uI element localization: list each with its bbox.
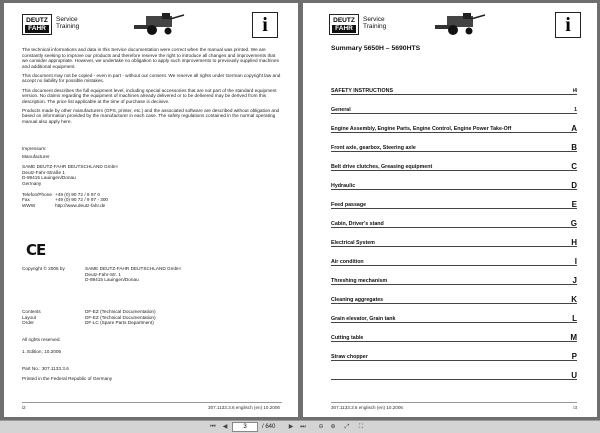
toc-row[interactable]	[331, 122, 577, 133]
footer-divider	[331, 402, 577, 403]
toc-label: Electrical System	[331, 240, 375, 246]
toc-row[interactable]	[331, 160, 577, 171]
service-line-1: Service	[363, 16, 385, 23]
toc-underline	[331, 208, 577, 209]
toc-row[interactable]	[331, 84, 577, 95]
left-page	[4, 3, 298, 417]
company-name: SAME DEUTZ-FAHR DEUTSCHLAND GmbH	[22, 164, 118, 170]
toc-row[interactable]	[331, 255, 577, 266]
toc-label: Threshing mechanism	[331, 278, 388, 284]
disclaimer-paragraph: The technical informations and data in this Service documentation were correct when the manual was printed. We are constantly seeking to improve our products and therefore reserve the right to introduce all changes and improvements that we consider appropriate. However, we undertake no obligation to apply such improvements to previously supplied machines and additional equipment.	[22, 47, 279, 69]
toc-underline	[331, 94, 577, 95]
logo-line-1: DEUTZ	[333, 17, 355, 24]
company-street: Deutz-Fahr-Straße 1	[22, 169, 65, 175]
toc-section-letter: D	[571, 181, 577, 190]
logo-line-2: FAHR	[25, 25, 49, 33]
toc-label: Cutting table	[331, 335, 364, 341]
last-page-icon[interactable]: ⏭	[300, 424, 306, 430]
toc-section-letter: U	[571, 371, 577, 380]
toc-row[interactable]	[331, 103, 577, 114]
toc-label: SAFETY INSTRUCTIONS	[331, 88, 393, 94]
info-box: i	[252, 12, 278, 38]
copyright-block	[22, 266, 282, 283]
ce-mark: CE	[26, 241, 46, 259]
company-country: Germany	[22, 180, 42, 186]
toc-underline	[331, 322, 577, 323]
toc-row[interactable]	[331, 236, 577, 247]
credit-row: Contents DF-EZ (Technical Documentation)	[22, 309, 156, 314]
viewer-toolbar	[0, 420, 600, 433]
logo-line-2: FAHR	[332, 25, 356, 33]
toc-section-letter: L	[572, 314, 577, 323]
printed-in: Printed in the Federal Republic of Germany	[22, 375, 113, 381]
toc-underline	[331, 303, 577, 304]
toc-section-letter: C	[571, 162, 577, 171]
combine-harvester-icon	[132, 11, 186, 37]
copyright-label: Copyright © 2006 by	[22, 266, 65, 271]
toc-row[interactable]	[331, 331, 577, 342]
fit-page-icon[interactable]: ⤢	[344, 424, 350, 430]
toc-label: Air condition	[331, 259, 364, 265]
toc-underline	[331, 284, 577, 285]
toc-section-letter: i4	[572, 88, 577, 94]
toc-row[interactable]	[331, 198, 577, 209]
toc-label: General	[331, 107, 351, 113]
toc-section-letter: K	[571, 295, 577, 304]
toc-section-letter: G	[570, 219, 577, 228]
deutz-fahr-logo	[329, 14, 359, 35]
toc-underline	[331, 246, 577, 247]
credits-block	[22, 309, 282, 326]
info-box: i	[555, 12, 581, 38]
toc-row[interactable]	[331, 369, 577, 380]
footer-doc-id: 307.1133.3.6 englisch (en) 10.2006	[331, 405, 403, 410]
service-training-label	[363, 16, 386, 30]
service-training-label	[56, 16, 79, 30]
toc-label: Engine Assembly, Engine Parts, Engine Control, Engine Power Take-Off	[331, 126, 512, 132]
impressum-heading: Impressum:	[22, 146, 47, 151]
toc-underline	[331, 227, 577, 228]
toc-label: Cabin, Driver's stand	[331, 221, 384, 227]
toc-section-letter: P	[571, 352, 577, 361]
credit-row: Layout DF-EZ (Technical Documentation)	[22, 314, 156, 320]
service-line-2: Training	[56, 23, 80, 30]
service-line-1: Service	[56, 16, 78, 23]
disclaimer-paragraph: This document describes the full equipment level, including special accessories that are not part of the standard equipment version. No claims regarding the equipment of machines already delivered or to be delivered may be derived from this description. The price list applicable at the time of purchase is decisive.	[22, 87, 277, 104]
toc-section-letter: 1	[574, 107, 577, 113]
logo-line-1: DEUTZ	[26, 17, 48, 24]
page-number-input[interactable]: 3	[232, 422, 258, 432]
summary-title: Summary 5650H – 5690HTS	[331, 45, 421, 52]
toc-label: Cleaning aggregates	[331, 297, 384, 303]
toc-label: Belt drive clutches, Greasing equipment	[331, 164, 433, 170]
footer-page-number: i3	[573, 405, 577, 410]
footer-page-number: i2	[22, 405, 26, 410]
toc-underline	[331, 132, 577, 133]
copyright-company: SAME DEUTZ-FAHR DEUTSCHLAND GmbH	[85, 266, 181, 271]
previous-page-icon[interactable]: ◀	[222, 424, 228, 430]
toc-section-letter: A	[571, 124, 577, 133]
company-city: D-89415 Lauingen/Donau	[22, 175, 76, 181]
toc-row[interactable]	[331, 274, 577, 285]
toc-section-letter: H	[571, 238, 577, 247]
copyright-city: D-89415 Lauingen/Donau	[85, 277, 139, 283]
part-number: Part No.: 307.1133.3.6	[22, 366, 69, 372]
toc-row[interactable]	[331, 350, 577, 361]
contact-row: Fax +49 (0) 90 72 / 9 97 - 300	[22, 197, 109, 203]
toc-label: Straw chopper	[331, 354, 368, 360]
contact-row: Telefon/Phone +49 (0) 90 72 / 9 97 0	[22, 191, 100, 197]
copyright-street: Deutz-Fahr-Str. 1	[85, 271, 121, 277]
toc-underline	[331, 151, 577, 152]
toc-underline	[331, 360, 577, 361]
toc-section-letter: M	[570, 333, 577, 342]
next-page-icon[interactable]: ▶	[288, 424, 294, 430]
toc-underline	[331, 341, 577, 342]
footer-divider	[22, 402, 282, 403]
toc-underline	[331, 265, 577, 266]
combine-harvester-icon	[433, 11, 487, 37]
edition-text: 1. Edition, 10.2006	[22, 348, 62, 354]
toc-label: Grain elevator, Grain tank	[331, 316, 396, 322]
first-page-icon[interactable]: ⏮	[210, 424, 216, 430]
credit-row: Order DF-LC (Spare Parts Department)	[22, 320, 154, 326]
toc-label: Front axle, gearbox, Steering axle	[331, 145, 416, 151]
service-line-2: Training	[363, 23, 387, 30]
impressum-block	[22, 146, 282, 208]
toc-underline	[331, 170, 577, 171]
zoom-out-icon[interactable]: ⊖	[318, 424, 324, 430]
zoom-in-icon[interactable]: ⊕	[330, 424, 336, 430]
disclaimer-paragraph: Products made by other manufacturers (GPS, printer, etc.) and the associated software are described without obligation and based on information provided by the manufacturer in each case. The safety regulations contained in the normal operating manual also apply here.	[22, 107, 280, 125]
rights-block	[22, 337, 282, 381]
toc-underline	[331, 189, 577, 190]
footer-doc-id: 307.1133.3.6 englisch (en) 10.2006	[208, 405, 280, 410]
disclaimer-text	[22, 47, 282, 128]
toc-row[interactable]	[331, 179, 577, 190]
manufacturer-label: Manufacturer	[22, 153, 50, 159]
right-page	[303, 3, 597, 417]
toc-section-letter: I	[574, 257, 577, 266]
fullscreen-icon[interactable]: ⛶	[358, 424, 364, 430]
toc-section-letter: J	[572, 276, 577, 285]
toc-row[interactable]	[331, 312, 577, 323]
toc-underline	[331, 113, 577, 114]
contact-row[interactable]: WWW http://www.deutz-fahr.de	[22, 202, 106, 208]
deutz-fahr-logo	[22, 14, 52, 35]
toc-row[interactable]	[331, 141, 577, 152]
toc-label: Hydraulic	[331, 183, 356, 189]
page-count: / 640	[262, 424, 276, 430]
toc-row[interactable]	[331, 217, 577, 228]
toc-label: Feed passage	[331, 202, 367, 208]
toc-row[interactable]	[331, 293, 577, 304]
toc-section-letter: B	[571, 143, 577, 152]
rights-text: All rights reserved.	[22, 337, 61, 342]
toc-section-letter: E	[571, 200, 577, 209]
disclaimer-paragraph: This document may not be copied - even in part - without our consent. We reserve all rights under German copyright law and accept no liability for possible mistakes.	[22, 72, 281, 84]
toc-underline	[331, 379, 577, 380]
